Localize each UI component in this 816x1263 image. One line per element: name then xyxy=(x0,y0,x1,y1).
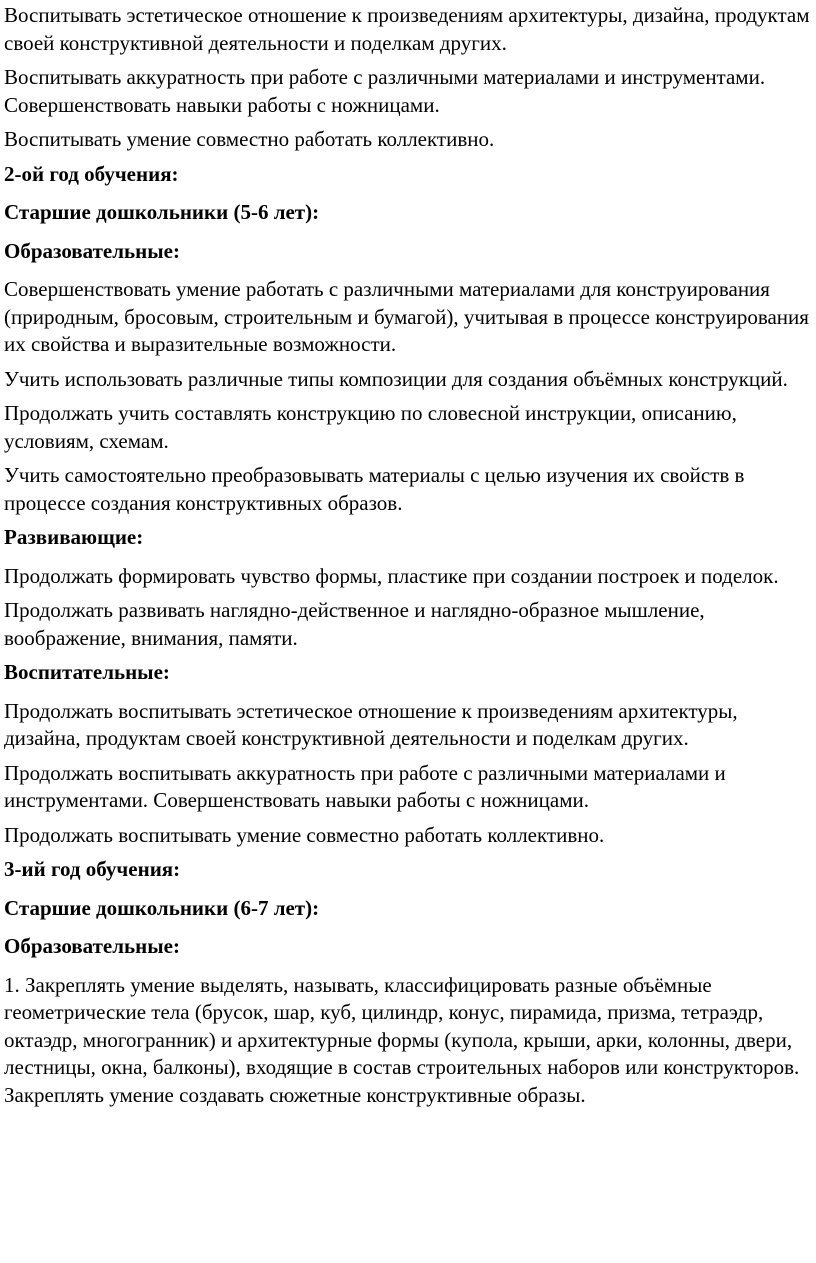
paragraph-teamwork: Воспитывать умение совместно работать коллективно. xyxy=(4,127,495,151)
paragraph-composition: Учить использовать различные типы композиции для создания объёмных конструкций. xyxy=(4,366,788,391)
paragraph-transform: Учить самостоятельно преобразовывать материалы с целью изучения их свойств в процессе создания конструктивных образов. xyxy=(4,463,745,515)
heading-upbringing: Воспитательные: xyxy=(4,660,170,684)
document-page xyxy=(4,2,812,1116)
paragraph-accuracy-2: Продолжать воспитывать аккуратность при работе с различными материалами и инструментами. Совершенствовать навыки работы с ножницами. xyxy=(4,760,726,812)
paragraph-form-sense: Продолжать формировать чувство формы, пластике при создании построек и поделок. xyxy=(4,563,779,588)
paragraph-aesthetic-2: Продолжать воспитывать эстетическое отношение к произведениям архитектуры, дизайна, продуктам своей конструктивной деятельности и поделкам других. xyxy=(4,698,738,750)
paragraph-accuracy: Воспитывать аккуратность при работе с различными материалами и инструментами. Совершенствовать навыки работы с ножницами. xyxy=(4,65,766,117)
heading-age-5-6: Старшие дошкольники (5-6 лет): xyxy=(4,200,320,224)
paragraph-geometric-bodies: 1. Закреплять умение выделять, называть, классифицировать разные объёмные геометрические тела (брусок, шар, куб, цилиндр, конус, пирамида, призма, тетраэдр, октаэдр, многогранник) и архитектурные формы (купола, крыши, арки, колонны, двери, лестницы, окна, балконы), входящие в состав строительных наборов или конструкторов. Закреплять умение создавать сюжетные конструктивные образы. xyxy=(4,972,800,1107)
paragraph-aesthetic: Воспитывать эстетическое отношение к произведениям архитектуры, дизайна, продуктам своей конструктивной деятельности и поделкам других. xyxy=(4,3,810,55)
heading-year-2: 2-ой год обучения: xyxy=(4,161,179,186)
heading-year-3: 3-ий год обучения: xyxy=(4,857,181,881)
paragraph-materials: Совершенствовать умение работать с различными материалами для конструирования (природным, бросовым, строительным и бумагой), учитывая в процессе конструирования их свойства и выразительные возможности. xyxy=(4,277,809,356)
paragraph-teamwork-2: Продолжать воспитывать умение совместно работать коллективно. xyxy=(4,822,605,847)
paragraph-instructions: Продолжать учить составлять конструкцию по словесной инструкции, описанию, условиям, схемам. xyxy=(4,401,737,453)
heading-age-6-7: Старшие дошкольники (6-7 лет): xyxy=(4,895,320,920)
heading-educational-1: Образовательные: xyxy=(4,238,180,263)
heading-developing: Развивающие: xyxy=(4,525,144,549)
heading-educational-2: Образовательные: xyxy=(4,934,180,958)
paragraph-thinking: Продолжать развивать наглядно-действенное и наглядно-образное мышление, воображение, внимания, памяти. xyxy=(4,598,705,650)
